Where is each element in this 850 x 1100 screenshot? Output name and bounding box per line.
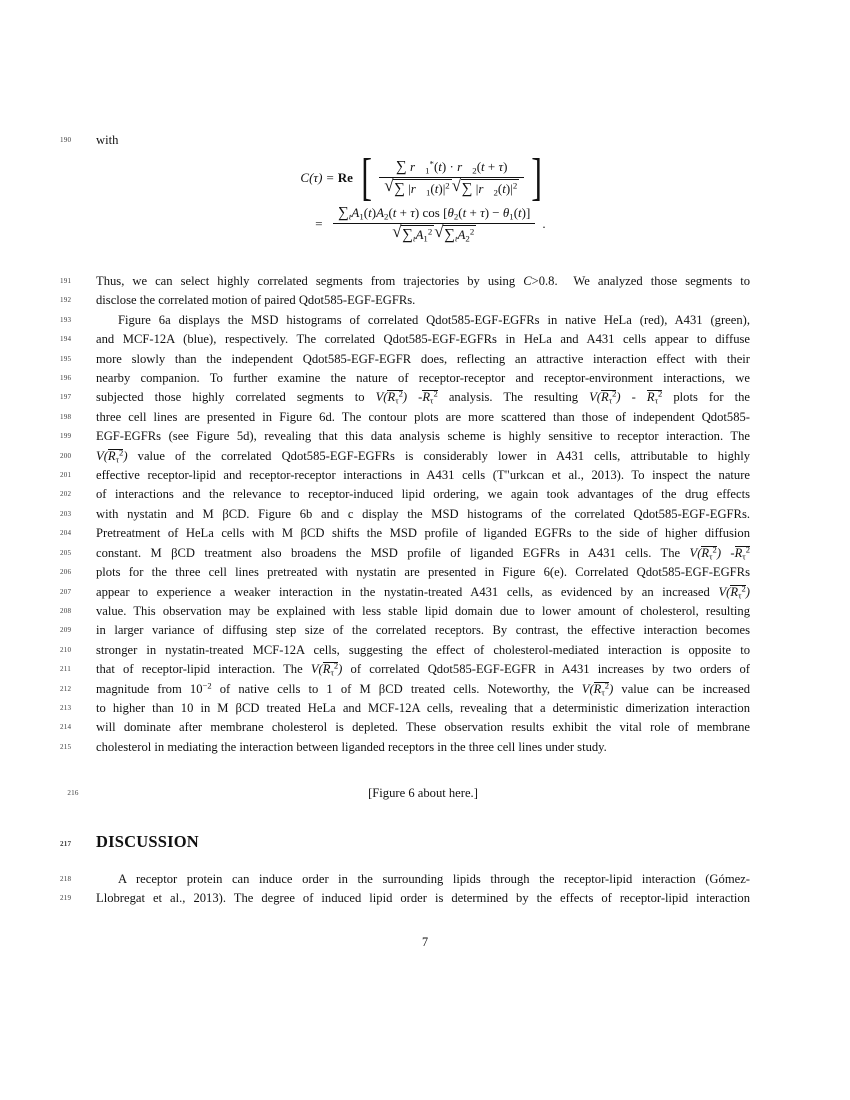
line-number-204: 204 [60,529,72,538]
line-208-text: value. This observation may be explained with less stable lipid domain due to lower amount of cholesterol, resulting [96,603,750,618]
line-202-text: of interactions and the relevance to receptor-induced lipid ordering, we again took advantages of the drug effects [96,487,750,502]
text-line-219 [60,889,750,908]
figure-callout-text: [Figure 6 about here.] [368,786,478,800]
text-line-204 [60,524,750,543]
line-number-192: 192 [60,296,72,305]
line-212-part-b: of native cells to 1 of M βCD treated cells. Noteworthy, the [219,681,574,696]
line-211-part-b: of correlated Qdot585-EGF-EGFR in A431 increases by two orders of [350,662,750,677]
equation-denominator-1 [379,177,524,198]
text-line-217 [60,831,750,853]
equation-numerator-2: $\sum_tA_1(t)A_2(t + \tau)$ $\cos [\theta_2(t + \tau) - \theta_1(t)]$ [338,204,531,222]
line-204-text: Pretreatment of HeLa cells with M βCD shifts the MSD profile of liganded EGFRs to the side of higher diffusion [96,526,750,541]
equation-denominator-2 [333,223,535,244]
line-199-text: EGF-EGFRs (see Figure 5d), revealing that this data analysis scheme is highly sensitive to receptor interaction. The [96,429,750,444]
text-line-214 [60,718,750,737]
intro-word: with [96,133,119,147]
text-line-213 [60,699,750,718]
text-line-192 [60,291,750,310]
text-line-201 [60,466,750,485]
math-v-r-tau-sq-5: $V(R_\tau^2)$ [718,583,750,600]
line-211-text [96,660,750,679]
line-219-text: Llobregat et al., 2013). The degree of induced lipid order is determined by the effects of receptor-lipid interaction [96,891,750,906]
equation-period: . [542,216,546,232]
right-bracket-icon: ] [531,149,543,206]
line-206-text: plots for the three cell lines pretreated with nystatin are presented in Figure 6(e). Correlated Qdot585-EGF-EGFRs [96,565,750,580]
math-r-tau-sq-2: $R_\tau^2$ [646,388,663,406]
body-paragraph-1 [60,272,751,757]
section-heading-text: DISCUSSION [96,832,199,851]
sqrt-2b: √ $\sum_tA_2^2$ [434,225,476,244]
line-210-text: stronger in nystatin-treated MCF-12A cells, suggesting the effect of cholesterol-mediated interaction is opposite to [96,642,750,657]
line-205-part-a: constant. M βCD treatment also broadens the MSD profile of liganded EGFRs in A431 cells. The [96,545,681,560]
line-number-217: 217 [60,840,72,848]
text-line-190 [60,131,750,150]
page-number: 7 [421,935,429,949]
intro-line-block [60,131,750,150]
line-number-197: 197 [60,393,72,402]
line-218-text: A receptor protein can induce order in the surrounding lipids through the receptor-lipid interaction (Gómez- [118,872,750,886]
line-214-text: will dominate after membrane cholesterol is depleted. These observation results exhibit the vital role of membrane [96,720,750,735]
line-213-text: to higher than 10 in M βCD treated HeLa and MCF-12A cells, revealing that a deterministic dimerization interaction [96,700,750,715]
sqrt-1a: √ ∑ $|r⃗_1(t)|^2$ [384,179,452,198]
line-211-part-a: that of receptor-lipid interaction. The [96,662,303,677]
line-201-text: effective receptor-lipid and receptor-receptor interactions in A431 cells (T"urkcan et al., 2013). To inspect the nature [96,468,750,483]
line-number-215: 215 [60,742,72,751]
line-number-208: 208 [60,606,72,615]
line-197-part-c: plots for the [673,390,751,405]
line-number-201: 201 [60,471,72,480]
line-197-part-b: analysis. The resulting [448,390,579,405]
text-line-211 [60,660,750,679]
text-line-202 [60,485,750,504]
line-212-part-c: value can be increased [621,681,750,696]
line-number-194: 194 [60,335,72,344]
math-v-r-tau-sq-4: $V(R_\tau^2)$ [689,544,722,562]
line-207-part-a: appear to experience a weaker interaction in the nystatin-treated A431 cells, as evidenced by an increased [96,584,710,599]
equation-numerator-1: ∑ $r⃗_1^*(t)$ · $r⃗_2(t + \tau)$ [395,158,508,176]
line-number-218: 218 [60,875,72,883]
text-line-210 [60,641,750,660]
equation-line-1 [96,149,750,206]
line-number-202: 202 [60,490,72,499]
line-191-text: Thus, we can select highly correlated segments from trajectories by using C>0.8. We analyzed those segments to [96,274,750,288]
line-number-219: 219 [60,894,72,903]
line-197-text: subjected those highly correlated segments to $V(R_\tau^2)$ $-R_\tau^2$ analysis. The resulting $V(R_\tau^2) - R_\tau^2$ plots for the [96,388,751,406]
line-200-part-b: value of the correlated Qdot585-EGF-EGFRs is considerably lower in A431 cells, attributable to highly [137,448,750,463]
line-number-193: 193 [60,315,72,324]
text-line-205 [60,544,751,563]
text-line-195 [60,350,750,369]
text-line-194 [60,330,750,349]
line-number-205: 205 [60,548,72,557]
text-line-209 [60,621,750,640]
text-line-191 [60,272,750,291]
equation-fraction-2 [329,205,539,244]
line-212-text [96,680,750,699]
equation-line-2 [96,205,750,244]
math-v-r-tau-sq-1: $V(R_\tau^2)$ [375,388,408,406]
line-203-text: with nystatin and M βCD. Figure 6b and c display the MSD histograms of the correlated Qdot585-EGF-EGFRs. [96,506,750,521]
line-209-text: in larger variance of diffusing step size of the correlated receptors. By contrast, the effective interaction becomes [96,623,750,638]
line-number-199: 199 [60,432,72,441]
line-194-text: and MCF-12A (blue), respectively. The correlated Qdot585-EGF-EGFRs in HeLa and A431 cells appear to diffuse [96,332,750,347]
figure-callout-block [67,784,750,803]
line-number-200: 200 [60,451,72,460]
line-number-207: 207 [60,587,72,596]
text-line-206 [60,563,750,582]
text-line-208 [60,602,750,621]
line-number-209: 209 [60,626,72,635]
line-number-216: 216 [67,789,79,797]
line-number-214: 214 [60,723,72,732]
line-number-198: 198 [60,412,72,421]
math-v-r-tau-sq-7: $V(R_\tau^2)$ [581,680,614,697]
text-line-197 [60,388,751,407]
line-212-part-a: magnitude from 10 [96,681,203,696]
line-number-213: 213 [60,703,72,712]
text-line-200 [60,447,750,466]
math-v-r-tau-sq-3: $V(R_\tau^2)$ [96,447,128,465]
text-line-198 [60,408,750,427]
line-196-text: nearby companion. To further examine the nature of receptor-receptor and receptor-environment interactions, we [96,371,750,386]
line-number-211: 211 [60,665,71,674]
text-line-215 [60,738,750,757]
line-215-text: cholesterol in mediating the interaction between liganded receptors in the three cell lines under study. [96,739,607,754]
line-207-text [96,583,750,602]
text-line-199 [60,427,750,446]
text-line-207 [60,583,750,602]
text-line-218 [60,870,750,889]
sqrt-2a: √ $\sum_tA_1^2$ [392,225,434,244]
line-number-206: 206 [60,568,72,577]
line-number-195: 195 [60,354,72,363]
line-197-part-a: subjected those highly correlated segments to [96,390,365,405]
text-line-212 [60,680,750,699]
line-number-196: 196 [60,374,72,383]
math-r-tau-sq-4: $R_\tau^2$ [734,544,751,562]
line-number-212: 212 [60,684,72,693]
text-line-193 [60,311,750,330]
equation-equals-2: = [314,216,324,232]
equation-lhs: C(τ) = Re [300,170,353,186]
line-number-203: 203 [60,509,72,518]
left-bracket-icon: [ [361,149,372,206]
line-205-text: constant. M βCD treatment also broadens the MSD profile of liganded EGFRs in A431 cells. The $V(R_\tau^2)$ $-R_\tau^2$ [96,544,751,562]
line-number-210: 210 [60,645,72,654]
display-equation [96,149,750,244]
line-192-text: disclose the correlated motion of paired Qdot585-EGF-EGFRs. [96,293,416,308]
line-193-text: Figure 6a displays the MSD histograms of correlated Qdot585-EGF-EGFRs in native HeLa (red), A431 (green), [118,312,750,327]
math-v-r-tau-sq-2: $V(R_\tau^2)$ [589,388,621,406]
text-line-196 [60,369,750,388]
line-200-text [96,447,750,466]
math-exponent-minus-two: −2 [202,680,212,691]
text-line-216 [67,784,750,803]
discussion-heading-block [60,831,750,853]
line-number-191: 191 [60,277,72,285]
math-v-r-tau-sq-6: $V(R_\tau^2)$ [310,660,343,678]
body-paragraph-2 [60,870,750,909]
line-198-text: three cell lines are presented in Figure 6d. The contour plots are more scattered than those of independent Qdot585- [96,409,750,424]
sqrt-1b: √ ∑ $|r⃗_2(t)|^2$ [452,179,520,198]
line-number-190: 190 [60,136,72,144]
equation-fraction-1 [375,159,528,198]
text-line-203 [60,505,750,524]
line-195-text: more slowly than the independent Qdot585-EGF-EGFR does, reflecting an attractive interaction effect with their [96,351,750,366]
math-r-tau-sq-1: $R_\tau^2$ [422,388,438,406]
